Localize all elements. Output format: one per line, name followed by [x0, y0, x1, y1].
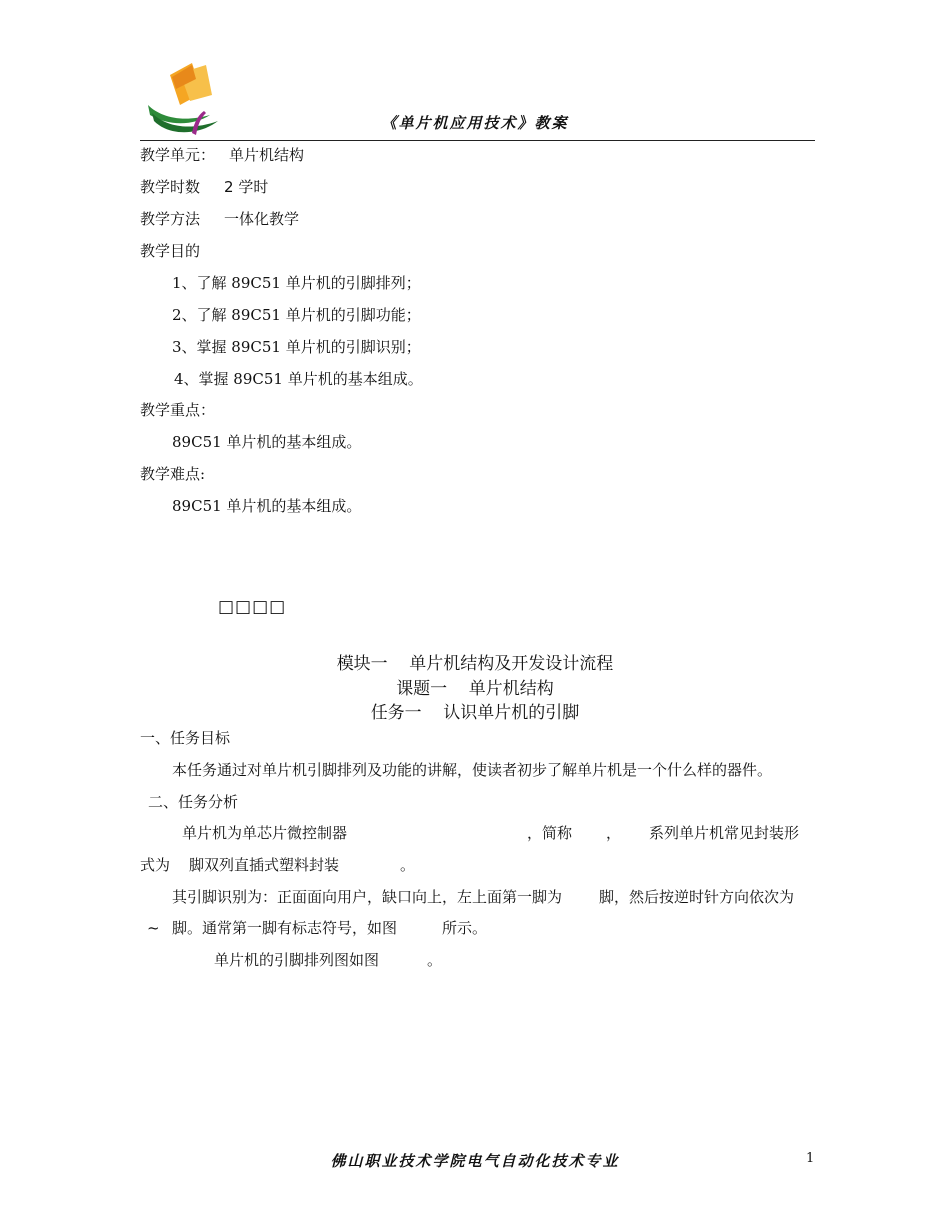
- hours-value: 2 学时: [224, 178, 269, 196]
- header-title: 《单片机应用技术》教案: [381, 114, 569, 132]
- goal-item: 3、掌握 89C51 单片机的引脚识别；: [172, 338, 421, 356]
- para-1-line-2a: 式为: [140, 856, 171, 874]
- key-label: 教学重点：: [140, 401, 216, 419]
- key-value: 89C51 单片机的基本组成。: [172, 433, 362, 451]
- para-3a: 单片机的引脚排列图如图: [214, 951, 380, 969]
- para-2-line-1a: 其引脚识别为：正面面向用户，缺口向上，左上面第一脚为: [172, 888, 563, 906]
- page-number: 1: [806, 1151, 815, 1166]
- para-2-line-2c: 所示。: [442, 919, 488, 937]
- goal-item: 1、了解 89C51 单片机的引脚排列；: [172, 274, 421, 292]
- method-label: 教学方法: [140, 210, 201, 228]
- para-1-line-2c: 。: [400, 856, 416, 874]
- method-value: 一体化教学: [224, 210, 300, 228]
- section-1-text: 本任务通过对单片机引脚排列及功能的讲解，使读者初步了解单片机是一个什么样的器件。: [172, 761, 773, 779]
- header-divider: [140, 140, 815, 141]
- placeholder-glyphs: □□□□: [218, 597, 287, 617]
- module-heading: 模块一 单片机结构及开发设计流程: [336, 654, 614, 674]
- footer-text: 佛山职业技术学院电气自动化技术专业: [330, 1152, 620, 1170]
- para-2-line-1b: 脚，然后按逆时针方向依次为: [599, 888, 795, 906]
- para-2-line-2a: ~: [147, 919, 160, 937]
- para-1-line-1c: ，: [606, 824, 622, 842]
- unit-value: 单片机结构: [229, 146, 305, 164]
- para-1-line-1d: 系列单片机常见封装形: [649, 824, 800, 842]
- section-2-title: 二、任务分析: [148, 793, 239, 811]
- section-1-title: 一、任务目标: [140, 729, 231, 747]
- hours-row: [140, 177, 268, 197]
- goal-label: 教学目的: [140, 242, 201, 260]
- topic-heading: 课题一 单片机结构: [396, 679, 554, 699]
- difficulty-value: 89C51 单片机的基本组成。: [172, 497, 362, 515]
- difficulty-label: 教学难点:: [140, 465, 206, 483]
- unit-label: 教学单元：: [140, 146, 216, 164]
- para-1-line-2b: 脚双列直插式塑料封装: [189, 856, 340, 874]
- hours-label: 教学时数: [140, 178, 201, 196]
- para-2-line-2b: 脚。通常第一脚有标志符号，如图: [172, 919, 398, 937]
- unit-row: [140, 145, 304, 165]
- para-1-line-1b: ，简称: [527, 824, 573, 842]
- goal-item: 4、掌握 89C51 单片机的基本组成。: [174, 370, 423, 388]
- method-row: [140, 209, 299, 229]
- goal-item: 2、了解 89C51 单片机的引脚功能；: [172, 306, 421, 324]
- para-1-line-1a: 单片机为单芯片微控制器: [182, 824, 348, 842]
- task-heading: 任务一 认识单片机的引脚: [370, 703, 580, 723]
- para-3b: 。: [427, 951, 443, 969]
